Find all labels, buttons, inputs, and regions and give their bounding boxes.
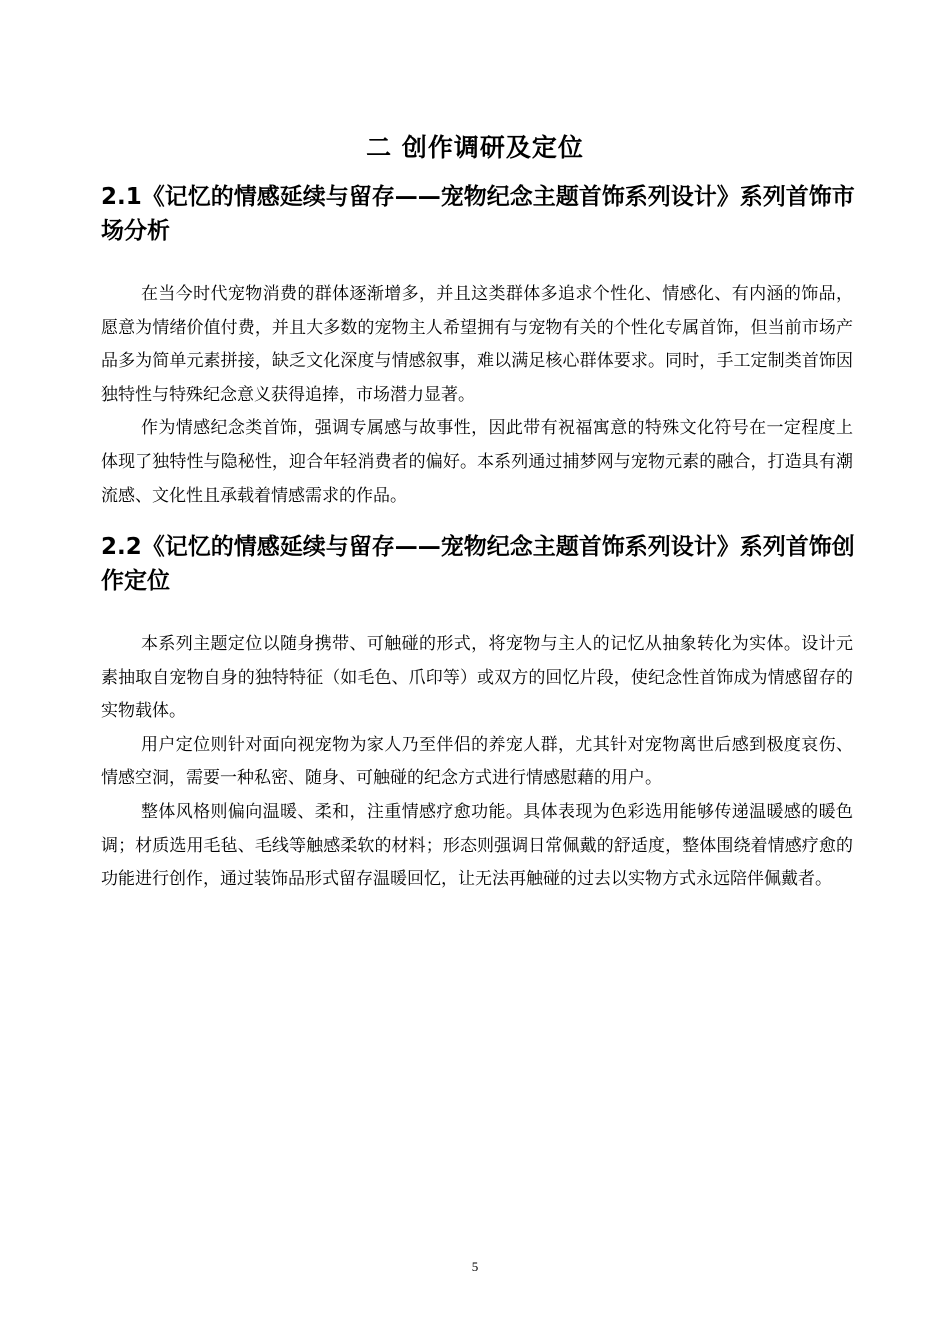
chapter-title: 二 创作调研及定位 (366, 132, 584, 162)
body-paragraph: 在当今时代宠物消费的群体逐渐增多，并且这类群体多追求个性化、情感化、有内涵的饰品，愿意为情绪价值付费，并且大多数的宠物主人希望拥有与宠物有关的个性化专属首饰，但当前市场产品多为简单元素拼接，缺乏文化深度与情感叙事，难以满足核心群体要求。同时，手工定制类首饰因独特性与特殊纪念意义获得追捧，市场潜力显著。 (101, 284, 853, 405)
section-body-market-analysis (101, 278, 853, 513)
body-paragraph: 本系列主题定位以随身携带、可触碰的形式，将宠物与主人的记忆从抽象转化为实体。设计元素抽取自宠物自身的独特特征（如毛色、爪印等）或双方的回忆片段，使纪念性首饰成为情感留存的实物载体。 (101, 634, 853, 722)
section-heading-creative-positioning: 2.2《记忆的情感延续与留存——宠物纪念主题首饰系列设计》系列首饰创作定位 (101, 534, 855, 594)
body-paragraph: 用户定位则针对面向视宠物为家人乃至伴侣的养宠人群，尤其针对宠物离世后感到极度哀伤、情感空洞，需要一种私密、随身、可触碰的纪念方式进行情感慰藉的用户。 (101, 734, 853, 789)
section-heading-market-analysis: 2.1《记忆的情感延续与留存——宠物纪念主题首饰系列设计》系列首饰市场分析 (101, 184, 855, 244)
section-body-creative-positioning (101, 628, 853, 897)
body-paragraph: 整体风格则偏向温暖、柔和，注重情感疗愈功能。具体表现为色彩选用能够传递温暖感的暖色调；材质选用毛毡、毛线等触感柔软的材料；形态则强调日常佩戴的舒适度，整体围绕着情感疗愈的功能进行创作，通过装饰品形式留存温暖回忆，让无法再触碰的过去以实物方式永远陪伴佩戴者。 (101, 801, 853, 890)
page-number: 5 (471, 1259, 479, 1274)
body-paragraph: 作为情感纪念类首饰，强调专属感与故事性，因此带有祝福寓意的特殊文化符号在一定程度上体现了独特性与隐秘性，迎合年轻消费者的偏好。本系列通过捕梦网与宠物元素的融合，打造具有潮流感、文化性且承载着情感需求的作品。 (101, 418, 853, 506)
